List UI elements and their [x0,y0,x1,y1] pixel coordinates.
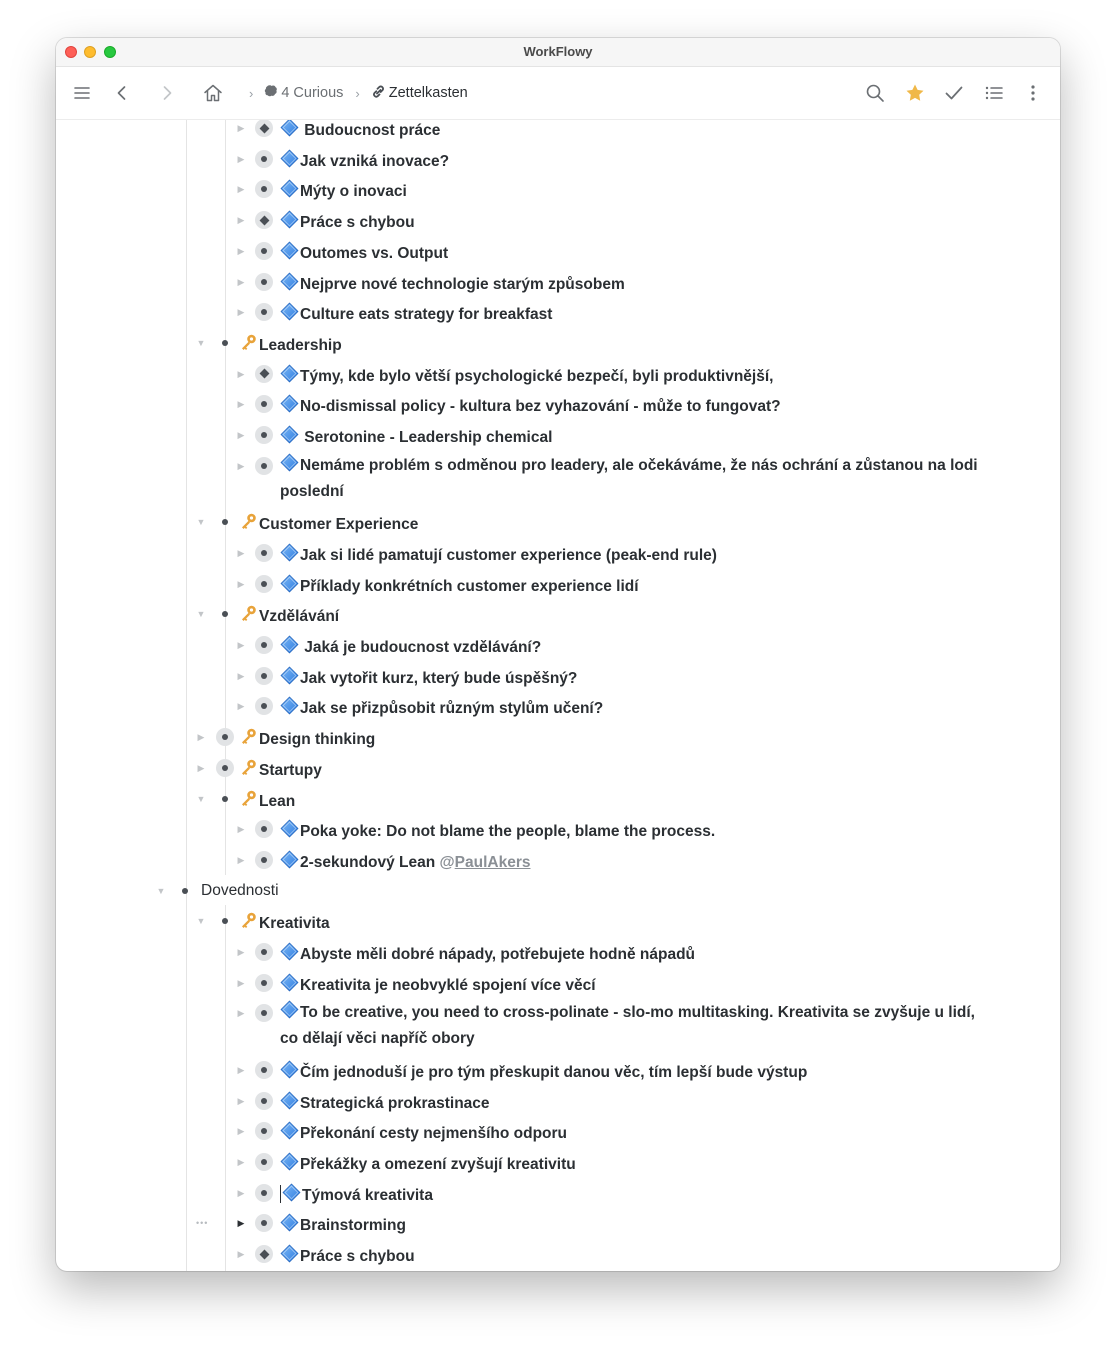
outline-row[interactable] [56,236,1060,267]
outline-item-text[interactable] [280,425,552,448]
expand-arrow-icon[interactable]: ▶ [237,276,245,287]
outline-row[interactable] [56,451,1060,508]
bullet-zoom[interactable] [255,1122,273,1140]
outline-item-text[interactable] [280,272,625,295]
outline-item-text[interactable] [280,1244,415,1267]
expand-arrow-icon[interactable]: ▶ [237,215,245,226]
bullet-zoom[interactable] [255,180,273,198]
collapse-arrow-icon[interactable]: ▼ [196,609,206,620]
bullet-dot-icon [261,642,267,648]
expand-arrow-icon[interactable]: ▶ [237,701,245,712]
key-emoji-icon [239,789,258,808]
blue-diamond-emoji-icon [280,1152,299,1171]
outline-item-text[interactable] [280,574,639,597]
outline-item-label: Strategická prokrastinace [300,1094,490,1112]
outline-row[interactable] [56,661,1060,692]
blue-diamond-emoji-icon [280,210,299,229]
bullet-diamond-icon [259,1249,269,1259]
outline-item-text[interactable] [280,210,415,233]
bullet-dot-icon [222,734,228,740]
outline-row[interactable] [56,876,1060,907]
outline-item-label: Práce s chybou [300,1248,415,1266]
expand-arrow-icon[interactable]: ▶ [237,1126,245,1137]
outline-row[interactable] [56,1147,1060,1178]
mention-link[interactable]: @PaulAkers [439,853,531,871]
blue-diamond-emoji-icon [280,241,299,260]
outline-row[interactable] [56,144,1060,175]
bullet-zoom[interactable] [255,1245,273,1263]
outline-item-text[interactable] [280,942,695,965]
bullet-zoom[interactable] [255,1061,273,1079]
expand-arrow-icon[interactable]: ▶ [237,1187,245,1198]
bullet-zoom[interactable] [255,150,273,168]
bullet-zoom[interactable] [255,1214,273,1232]
outline-row[interactable] [56,1178,1060,1209]
bullet-dot-icon [261,1220,267,1226]
blue-diamond-emoji-icon [280,425,299,444]
blue-diamond-emoji-icon [280,819,299,838]
blue-diamond-emoji-icon [280,272,299,291]
blue-diamond-emoji-icon [280,394,299,413]
bullet-dot-icon [261,1067,267,1073]
outline-item-text[interactable] [280,364,773,387]
expand-arrow-icon[interactable]: ▶ [237,947,245,957]
hamburger-icon[interactable] [70,81,94,105]
blue-diamond-emoji-icon [280,179,299,198]
outline-item-label: Design thinking [259,731,376,749]
outline-item-label: Kreativita [259,915,330,933]
bullet-zoom[interactable] [176,882,194,900]
blue-diamond-emoji-icon [280,543,299,562]
outline-item-text[interactable] [280,1060,807,1083]
outline-item-label: To be creative, you need to cross-polinate - slo-mo multitasking. Kreativita se zvyšuje u lidí, co dělají věci napříč obory [280,1004,975,1048]
bullet-dot-icon [261,463,267,469]
bullet-zoom[interactable] [255,636,273,654]
expand-arrow-icon[interactable]: ▶ [237,1157,245,1167]
key-emoji-icon [239,512,258,531]
outline-row[interactable] [56,389,1060,420]
outline-row[interactable] [56,359,1060,390]
bullet-dot-icon [261,1190,267,1196]
outline-item-text[interactable] [201,881,279,901]
outline-item-text[interactable] [280,973,596,996]
collapse-arrow-icon[interactable]: ▼ [196,916,206,927]
outline-item-text[interactable] [280,394,781,417]
outline-item-label: Serotonine - Leadership chemical [300,429,553,446]
outline-item-label: Překonání cesty nejmenšího odporu [300,1125,568,1143]
bullet-zoom[interactable] [216,605,234,623]
bullet-dot-icon [222,519,228,525]
bullet-zoom[interactable] [255,697,273,715]
bullet-dot-icon [261,432,267,438]
outline-row[interactable] [56,507,1060,538]
window-title: WorkFlowy [523,44,593,59]
outline-row[interactable] [56,630,1060,661]
link-icon [370,83,387,104]
outline-item-label: Abyste měli dobré nápady, potřebujete hodně nápadů [300,946,696,963]
bullet-dot-icon [182,888,188,894]
list-icon[interactable] [982,81,1006,105]
bullet-dot-icon [222,611,228,617]
bullet-zoom[interactable] [255,303,273,321]
blue-diamond-emoji-icon [280,696,299,715]
collapse-arrow-icon[interactable]: ▼ [196,337,206,348]
breadcrumb-separator: › [355,85,360,101]
bullet-zoom[interactable] [216,790,234,808]
expand-arrow-icon[interactable]: ▶ [237,1095,245,1106]
bullet-dot-icon [261,156,267,162]
outline-row[interactable] [56,1086,1060,1117]
breadcrumb-label: 4 Curious [281,85,344,101]
outline-row[interactable] [56,205,1060,236]
outline-item-label: Příklady konkrétních customer experience lidí [300,577,639,595]
outline-item-label: 2-sekundový Lean [300,853,440,871]
bullet-dot-icon [261,1098,267,1104]
search-icon[interactable] [863,81,887,105]
bullet-zoom[interactable] [255,426,273,444]
row-options-handle[interactable]: ••• [196,1218,209,1229]
outline-item-label: Startupy [259,761,322,779]
outline-item-text[interactable] [239,789,295,812]
outline-item-label: Kreativita je neobvyklé spojení více věcí [300,976,596,994]
bullet-dot-icon [261,1128,267,1134]
outline-item-label: Týmová kreativita [302,1186,433,1204]
bullet-dot-icon [261,309,267,315]
outline-item-text[interactable] [280,241,448,264]
expand-arrow-icon[interactable]: ▶ [197,762,205,773]
outline-row[interactable] [56,599,1060,630]
expand-arrow-icon[interactable]: ▶ [237,854,245,865]
expand-arrow-icon[interactable]: ▶ [237,399,245,410]
expand-arrow-icon[interactable]: ▶ [237,368,245,379]
expand-arrow-icon[interactable]: ▶ [237,977,245,988]
outline-row[interactable] [56,328,1060,359]
expand-arrow-icon[interactable]: ▶ [237,184,245,195]
outline-row[interactable] [56,1116,1060,1147]
bullet-zoom[interactable] [255,1004,273,1022]
home-icon[interactable] [201,81,225,105]
bullet-dot-icon [261,980,267,986]
key-emoji-icon [239,333,258,352]
outline-row[interactable] [56,420,1060,451]
outline-item-label: Nejprve nové technologie starým způsobem [300,275,625,293]
blue-diamond-emoji-icon [280,1121,299,1140]
outline-row[interactable] [56,753,1060,784]
breadcrumb-separator: › [249,85,254,101]
outline-row[interactable] [56,174,1060,205]
star-icon[interactable] [903,81,927,105]
outline-item-label: Čím jednoduší je pro tým přeskupit danou věc, tím lepší bude výstup [300,1063,808,1081]
outline-item-text[interactable] [280,635,541,658]
outline-item-text[interactable] [280,1152,576,1175]
bullet-zoom[interactable] [216,912,234,930]
outline-row[interactable] [56,691,1060,722]
expand-arrow-icon[interactable]: ▶ [237,460,245,471]
chevron-left-icon[interactable] [110,81,134,105]
expand-arrow-icon[interactable]: ▶ [237,1008,245,1019]
bullet-dot-icon [261,703,267,709]
outline-row[interactable] [56,937,1060,968]
blue-diamond-emoji-icon [280,302,299,321]
blue-diamond-emoji-icon [280,635,299,654]
bullet-dot-icon [261,1159,267,1165]
outline-item-label: Jak si lidé pamatují customer experience (peak-end rule) [300,546,717,564]
expand-arrow-icon[interactable]: ▶ [237,153,245,164]
breadcrumb-zettelkasten[interactable] [370,83,468,104]
bullet-zoom[interactable] [255,211,273,229]
outline-row[interactable] [56,998,1060,1055]
bullet-zoom[interactable] [255,943,273,961]
outline-item-label: Překážky a omezení zvyšují kreativitu [300,1156,576,1173]
blue-diamond-emoji-icon [280,1091,299,1110]
outline-item-text[interactable] [280,1000,996,1052]
outline-item-label: Dovednosti [201,881,279,899]
collapse-arrow-icon[interactable]: ▼ [196,517,206,528]
bullet-dot-icon [261,248,267,254]
bullet-dot-icon [261,857,267,863]
bullet-zoom[interactable] [216,334,234,352]
expand-arrow-icon[interactable]: ▶ [237,578,245,589]
outline-item-label: Mýty o inovaci [300,183,407,201]
blue-diamond-emoji-icon [282,1183,301,1202]
bullet-dot-icon [261,279,267,285]
outline-row[interactable] [56,1239,1060,1270]
bullet-zoom[interactable] [255,120,273,137]
outline-item-label: Jak vytořit kurz, který bude úspěšný? [300,669,578,687]
bullet-zoom[interactable] [255,273,273,291]
outline-row[interactable] [56,297,1060,328]
bullet-dot-icon [261,550,267,556]
expand-arrow-icon[interactable]: ▶ [237,430,245,440]
more-vertical-icon[interactable] [1021,81,1045,105]
outline-item-label: Culture eats strategy for breakfast [300,306,553,324]
outline-item-label: Outomes vs. Output [300,244,449,262]
blue-diamond-emoji-icon [280,364,299,383]
bullet-dot-icon [222,340,228,346]
outline-item-text[interactable] [239,911,330,934]
bullet-zoom[interactable] [255,242,273,260]
expand-arrow-icon[interactable]: ▶ [237,824,245,835]
bullet-dot-icon [222,918,228,924]
bullet-dot-icon [222,796,228,802]
bullet-zoom[interactable] [255,457,273,475]
outline-item-text[interactable] [280,179,407,202]
outline-item-label: Jak se přizpůsobit různým stylům učení? [300,700,604,718]
outline [56,120,1060,1271]
outline-item-label: Customer Experience [259,516,419,534]
bullet-zoom[interactable] [255,1153,273,1171]
outline-row[interactable] [56,845,1060,876]
outline-item-text[interactable] [239,758,322,781]
collapse-arrow-icon[interactable]: ▼ [156,885,166,896]
bullet-zoom[interactable] [255,1092,273,1110]
key-emoji-icon [239,604,258,623]
outline-item-label: Jak vzniká inovace? [300,152,450,170]
expand-arrow-icon[interactable]: ▶ [237,670,245,681]
blue-diamond-emoji-icon [280,149,299,168]
breadcrumb-4-curious[interactable] [263,83,343,103]
outline-item-label: Týmy, kde bylo větší psychologické bezpečí, byli produktivnější, [300,367,774,385]
bullet-dot-icon [261,1010,267,1016]
expand-arrow-icon[interactable]: ▶ [237,1249,245,1260]
outline-item-text[interactable] [239,604,339,627]
chevron-right-icon[interactable] [155,81,179,105]
blue-diamond-emoji-icon [280,942,299,961]
expand-arrow-icon[interactable]: ▶ [237,547,245,558]
bullet-dot-icon [222,765,228,771]
outline-item-text[interactable] [280,666,577,689]
outline-item-label: Leadership [259,336,342,354]
bullet-zoom[interactable] [216,513,234,531]
outline-row[interactable] [56,814,1060,845]
title-bar [56,38,1060,67]
blue-diamond-emoji-icon [280,1060,299,1079]
blue-diamond-emoji-icon [280,1000,299,1019]
bullet-diamond-icon [259,123,269,133]
outline-item-label: Vzdělávání [259,608,340,626]
bullet-dot-icon [261,186,267,192]
expand-arrow-icon[interactable]: ▶ [237,123,245,133]
outline-item-text[interactable] [280,1091,490,1114]
outline-item-text[interactable] [280,819,715,842]
blue-diamond-emoji-icon [280,1244,299,1263]
outline-row[interactable] [56,569,1060,600]
bullet-zoom[interactable] [255,851,273,869]
bullet-zoom[interactable] [255,974,273,992]
outline-item-text[interactable] [280,1121,567,1144]
outline-item-label: Poka yoke: Do not blame the people, blame the process. [300,823,716,841]
blue-diamond-emoji-icon [280,1213,299,1232]
outline-row[interactable] [56,538,1060,569]
outline-row[interactable] [56,1055,1060,1086]
blue-diamond-emoji-icon [280,666,299,685]
app-window [56,38,1060,1271]
key-emoji-icon [239,758,258,777]
outline-row[interactable] [56,267,1060,298]
toolbar [56,67,1060,120]
breadcrumb [237,82,468,104]
bullet-zoom[interactable] [255,544,273,562]
outline-item-text[interactable] [239,727,375,750]
outline-item-text[interactable] [280,696,603,719]
collapse-arrow-icon[interactable]: ▼ [196,793,206,804]
outline-item-label: Budoucnost práce [300,122,441,139]
brain-icon [263,83,279,103]
outline-item-label: Nemáme problém s odměnou pro leadery, ale očekáváme, že nás ochrání a zůstanou na lodi poslední [280,456,978,500]
outline-item-text[interactable] [239,512,418,535]
outline-item-text[interactable] [280,1213,406,1236]
outline-item-label: Práce s chybou [300,214,415,232]
outline-item-text[interactable] [280,453,996,505]
blue-diamond-emoji-icon [280,973,299,992]
outline-row[interactable] [56,784,1060,815]
expand-arrow-icon[interactable]: ▶ [237,245,245,256]
bullet-zoom[interactable] [255,1184,273,1202]
bullet-diamond-icon [259,215,269,225]
outline-item-label: Lean [259,792,296,810]
blue-diamond-emoji-icon [280,850,299,869]
outline-row[interactable] [56,722,1060,753]
outline-item-text[interactable] [280,302,552,325]
expand-arrow-icon[interactable]: ▶ [197,732,205,743]
blue-diamond-emoji-icon [280,120,299,137]
outline-item-text[interactable] [239,333,342,356]
outline-item-text[interactable] [280,149,449,172]
outline-row[interactable] [56,906,1060,937]
outline-row[interactable] [56,1208,1060,1239]
bullet-zoom[interactable] [216,759,234,777]
bullet-zoom[interactable] [255,395,273,413]
key-emoji-icon [239,911,258,930]
expand-arrow-icon[interactable]: ▶ [237,307,245,318]
bullet-zoom[interactable] [216,728,234,746]
breadcrumb-label: Zettelkasten [388,85,468,101]
expand-arrow-icon[interactable]: ▶ [237,640,245,650]
bullet-zoom[interactable] [255,667,273,685]
bullet-dot-icon [261,949,267,955]
outline-item-text[interactable] [280,543,717,566]
bullet-dot-icon [261,826,267,832]
bullet-diamond-icon [259,369,269,379]
outline-item-label: No-dismissal policy - kultura bez vyhazování - může to fungovat? [300,398,781,416]
outline-item-text[interactable] [280,1183,433,1206]
expand-arrow-icon[interactable]: ▶ [237,1218,245,1229]
outline-item-label: Jaká je budoucnost vzdělávání? [300,639,542,656]
key-emoji-icon [239,727,258,746]
outline-row[interactable] [56,968,1060,999]
outline-item-text[interactable] [280,120,440,141]
expand-arrow-icon[interactable]: ▶ [237,1064,245,1075]
bullet-zoom[interactable] [255,820,273,838]
blue-diamond-emoji-icon [280,453,299,472]
bullet-zoom[interactable] [255,575,273,593]
text-cursor [280,1185,281,1203]
bullet-dot-icon [261,401,267,407]
blue-diamond-emoji-icon [280,574,299,593]
checkmark-icon[interactable] [942,81,966,105]
bullet-zoom[interactable] [255,365,273,383]
outline-item-text[interactable] [280,850,531,873]
bullet-dot-icon [261,581,267,587]
outline-item-label: Brainstorming [300,1217,406,1235]
bullet-dot-icon [261,673,267,679]
outline-row[interactable] [56,120,1060,144]
